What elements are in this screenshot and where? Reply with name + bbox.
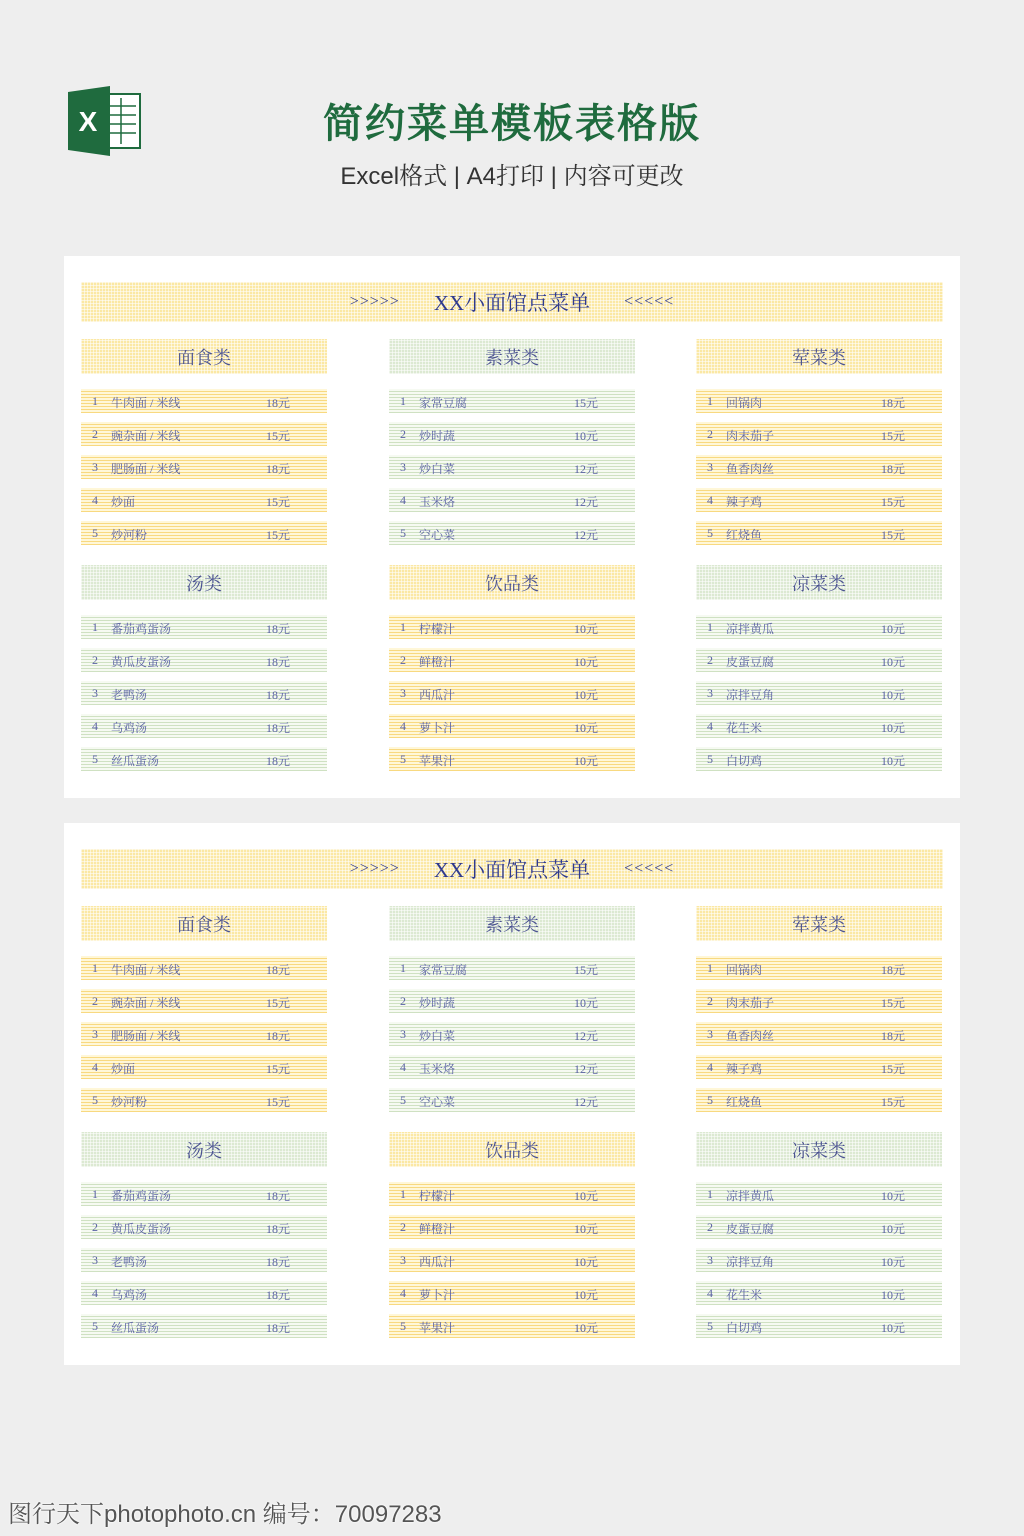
menu-section bbox=[81, 339, 327, 554]
item-name: 花生米 bbox=[726, 1288, 763, 1302]
menu-title: XX小面馆点菜单 bbox=[433, 291, 591, 315]
item-name: 花生米 bbox=[726, 721, 763, 735]
item-name: 炒面 bbox=[111, 1062, 136, 1076]
item-price: 15元 bbox=[266, 996, 291, 1010]
item-price: 12元 bbox=[574, 1062, 599, 1076]
menu-item-row bbox=[389, 747, 635, 771]
menu-item-row bbox=[696, 1248, 942, 1272]
item-number: 5 bbox=[92, 752, 98, 766]
item-name: 凉拌豆角 bbox=[726, 688, 775, 702]
item-list bbox=[81, 615, 327, 771]
menu-item-row bbox=[389, 1088, 635, 1112]
item-price: 10元 bbox=[574, 754, 599, 768]
menu-card bbox=[64, 256, 960, 798]
item-list bbox=[389, 956, 635, 1112]
item-number: 1 bbox=[707, 961, 713, 975]
item-name: 老鸭汤 bbox=[111, 688, 148, 702]
item-price: 15元 bbox=[881, 495, 906, 509]
item-price: 10元 bbox=[574, 1222, 599, 1236]
banner-right-arrows: <<<<< bbox=[624, 293, 675, 310]
item-number: 5 bbox=[400, 752, 406, 766]
item-list bbox=[81, 389, 327, 545]
section-title: 面食类 bbox=[81, 339, 327, 374]
item-price: 15元 bbox=[881, 1095, 906, 1109]
item-price: 10元 bbox=[574, 721, 599, 735]
item-price: 18元 bbox=[266, 721, 291, 735]
item-name: 苹果汁 bbox=[419, 1321, 456, 1335]
section-title: 汤类 bbox=[81, 565, 327, 600]
menu-item-row bbox=[696, 488, 942, 512]
item-price: 18元 bbox=[266, 1222, 291, 1236]
item-number: 3 bbox=[707, 686, 713, 700]
item-number: 1 bbox=[707, 394, 713, 408]
item-name: 西瓜汁 bbox=[419, 1255, 456, 1269]
item-name: 炒时蔬 bbox=[419, 429, 456, 443]
menu-item-row bbox=[696, 714, 942, 738]
item-price: 10元 bbox=[881, 622, 906, 636]
item-number: 1 bbox=[92, 1187, 98, 1201]
menu-item-row bbox=[696, 422, 942, 446]
menu-item-row bbox=[389, 455, 635, 479]
section-title: 素菜类 bbox=[389, 906, 635, 941]
item-price: 18元 bbox=[266, 963, 291, 977]
item-price: 15元 bbox=[266, 495, 291, 509]
item-price: 10元 bbox=[574, 1321, 599, 1335]
menu-card bbox=[64, 823, 960, 1365]
item-number: 3 bbox=[92, 460, 98, 474]
item-number: 4 bbox=[92, 719, 98, 733]
item-price: 10元 bbox=[574, 996, 599, 1010]
section-title: 饮品类 bbox=[389, 1132, 635, 1167]
item-price: 10元 bbox=[574, 688, 599, 702]
menu-banner bbox=[81, 849, 943, 889]
menu-item-row bbox=[389, 1215, 635, 1239]
menu-item-row bbox=[696, 1055, 942, 1079]
banner-left-arrows: >>>>> bbox=[349, 860, 400, 877]
item-price: 18元 bbox=[266, 396, 291, 410]
menu-item-row bbox=[389, 1314, 635, 1338]
item-name: 玉米烙 bbox=[419, 1062, 456, 1076]
item-number: 2 bbox=[707, 994, 713, 1008]
item-number: 3 bbox=[92, 686, 98, 700]
menu-item-row bbox=[696, 956, 942, 980]
item-number: 3 bbox=[707, 1027, 713, 1041]
svg-text:X: X bbox=[78, 106, 98, 137]
item-name: 肥肠面 / 米线 bbox=[111, 1029, 181, 1043]
banner-left-arrows: >>>>> bbox=[349, 293, 400, 310]
item-name: 苹果汁 bbox=[419, 754, 456, 768]
item-price: 15元 bbox=[574, 396, 599, 410]
item-name: 豌杂面 / 米线 bbox=[111, 429, 181, 443]
item-name: 丝瓜蛋汤 bbox=[111, 754, 160, 768]
item-price: 10元 bbox=[574, 429, 599, 443]
item-name: 萝卜汁 bbox=[419, 721, 456, 735]
item-name: 肥肠面 / 米线 bbox=[111, 462, 181, 476]
menu-item-row bbox=[389, 422, 635, 446]
menu-item-row bbox=[389, 1281, 635, 1305]
menu-section bbox=[389, 906, 635, 1121]
item-name: 家常豆腐 bbox=[419, 396, 468, 410]
item-number: 4 bbox=[707, 719, 713, 733]
item-number: 5 bbox=[400, 526, 406, 540]
section-title: 凉菜类 bbox=[696, 1132, 942, 1167]
item-number: 5 bbox=[400, 1319, 406, 1333]
item-name: 凉拌豆角 bbox=[726, 1255, 775, 1269]
item-name: 番茄鸡蛋汤 bbox=[111, 1189, 172, 1203]
menu-section bbox=[696, 906, 942, 1121]
item-name: 丝瓜蛋汤 bbox=[111, 1321, 160, 1335]
item-name: 空心菜 bbox=[419, 1095, 456, 1109]
item-number: 4 bbox=[400, 1286, 406, 1300]
item-price: 18元 bbox=[881, 396, 906, 410]
item-name: 炒河粉 bbox=[111, 528, 148, 542]
item-number: 4 bbox=[92, 1060, 98, 1074]
item-number: 3 bbox=[400, 1253, 406, 1267]
menu-item-row bbox=[696, 455, 942, 479]
menu-section bbox=[389, 565, 635, 780]
menu-item-row bbox=[696, 521, 942, 545]
item-name: 肉末茄子 bbox=[726, 429, 775, 443]
item-number: 2 bbox=[92, 427, 98, 441]
item-price: 18元 bbox=[266, 1189, 291, 1203]
item-price: 15元 bbox=[266, 528, 291, 542]
item-name: 乌鸡汤 bbox=[111, 721, 148, 735]
menu-item-row bbox=[81, 488, 327, 512]
item-number: 4 bbox=[707, 1286, 713, 1300]
item-price: 18元 bbox=[266, 462, 291, 476]
menu-item-row bbox=[389, 1022, 635, 1046]
menu-item-row bbox=[81, 714, 327, 738]
item-price: 10元 bbox=[574, 655, 599, 669]
menu-item-row bbox=[81, 1022, 327, 1046]
menu-item-row bbox=[81, 389, 327, 413]
item-price: 10元 bbox=[881, 1189, 906, 1203]
menu-item-row bbox=[389, 714, 635, 738]
item-name: 空心菜 bbox=[419, 528, 456, 542]
menu-section bbox=[389, 339, 635, 554]
item-price: 10元 bbox=[881, 1288, 906, 1302]
item-list bbox=[696, 389, 942, 545]
item-name: 牛肉面 / 米线 bbox=[111, 396, 181, 410]
menu-item-row bbox=[389, 615, 635, 639]
item-list bbox=[81, 1182, 327, 1338]
menu-item-row bbox=[696, 615, 942, 639]
item-name: 柠檬汁 bbox=[419, 622, 456, 636]
menu-item-row bbox=[81, 1088, 327, 1112]
item-number: 5 bbox=[92, 1319, 98, 1333]
item-number: 2 bbox=[92, 653, 98, 667]
item-number: 2 bbox=[707, 653, 713, 667]
item-number: 5 bbox=[707, 752, 713, 766]
item-name: 肉末茄子 bbox=[726, 996, 775, 1010]
menu-item-row bbox=[389, 1055, 635, 1079]
item-number: 1 bbox=[707, 1187, 713, 1201]
item-name: 凉拌黄瓜 bbox=[726, 1189, 775, 1203]
watermark: 图行天下photophoto.cn 编号：70097283 bbox=[8, 1501, 442, 1528]
menu-item-row bbox=[696, 1088, 942, 1112]
page-header bbox=[0, 0, 1024, 240]
item-price: 15元 bbox=[266, 429, 291, 443]
item-name: 皮蛋豆腐 bbox=[726, 1222, 775, 1236]
item-list bbox=[389, 389, 635, 545]
menu-item-row bbox=[81, 1182, 327, 1206]
item-name: 黄瓜皮蛋汤 bbox=[111, 655, 172, 669]
item-price: 18元 bbox=[266, 688, 291, 702]
item-price: 15元 bbox=[266, 1062, 291, 1076]
item-price: 18元 bbox=[266, 1029, 291, 1043]
item-number: 1 bbox=[92, 961, 98, 975]
menu-item-row bbox=[81, 455, 327, 479]
item-list bbox=[696, 956, 942, 1112]
item-name: 辣子鸡 bbox=[726, 495, 763, 509]
item-number: 1 bbox=[92, 394, 98, 408]
menu-item-row bbox=[81, 1055, 327, 1079]
menu-item-row bbox=[696, 389, 942, 413]
item-name: 鱼香肉丝 bbox=[726, 1029, 775, 1043]
item-name: 鱼香肉丝 bbox=[726, 462, 775, 476]
menu-item-row bbox=[81, 1248, 327, 1272]
item-price: 18元 bbox=[266, 622, 291, 636]
menu-item-row bbox=[81, 956, 327, 980]
menu-section bbox=[389, 1132, 635, 1347]
menu-item-row bbox=[81, 521, 327, 545]
menu-item-row bbox=[81, 422, 327, 446]
item-name: 炒面 bbox=[111, 495, 136, 509]
item-price: 15元 bbox=[881, 429, 906, 443]
item-name: 炒白菜 bbox=[419, 1029, 456, 1043]
item-list bbox=[389, 1182, 635, 1338]
item-name: 皮蛋豆腐 bbox=[726, 655, 775, 669]
item-price: 12元 bbox=[574, 495, 599, 509]
item-name: 柠檬汁 bbox=[419, 1189, 456, 1203]
item-name: 玉米烙 bbox=[419, 495, 456, 509]
item-price: 18元 bbox=[266, 1255, 291, 1269]
section-title: 凉菜类 bbox=[696, 565, 942, 600]
item-price: 10元 bbox=[881, 754, 906, 768]
menu-banner bbox=[81, 282, 943, 322]
item-price: 10元 bbox=[574, 1288, 599, 1302]
item-price: 18元 bbox=[266, 655, 291, 669]
item-number: 3 bbox=[400, 1027, 406, 1041]
menu-item-row bbox=[696, 1215, 942, 1239]
section-title: 素菜类 bbox=[389, 339, 635, 374]
menu-item-row bbox=[389, 1248, 635, 1272]
item-price: 15元 bbox=[266, 1095, 291, 1109]
menu-item-row bbox=[389, 989, 635, 1013]
menu-item-row bbox=[81, 615, 327, 639]
menu-item-row bbox=[696, 747, 942, 771]
item-name: 老鸭汤 bbox=[111, 1255, 148, 1269]
item-name: 回锅肉 bbox=[726, 396, 763, 410]
item-number: 4 bbox=[400, 1060, 406, 1074]
item-price: 15元 bbox=[881, 1062, 906, 1076]
item-price: 12元 bbox=[574, 1095, 599, 1109]
item-number: 5 bbox=[92, 526, 98, 540]
menu-item-row bbox=[696, 989, 942, 1013]
section-title: 荤菜类 bbox=[696, 339, 942, 374]
menu-section bbox=[81, 1132, 327, 1347]
menu-item-row bbox=[81, 1281, 327, 1305]
item-name: 牛肉面 / 米线 bbox=[111, 963, 181, 977]
item-price: 18元 bbox=[266, 1321, 291, 1335]
menu-section bbox=[696, 339, 942, 554]
item-list bbox=[696, 615, 942, 771]
item-price: 12元 bbox=[574, 1029, 599, 1043]
menu-item-row bbox=[696, 1022, 942, 1046]
item-price: 10元 bbox=[881, 1255, 906, 1269]
item-price: 10元 bbox=[574, 1189, 599, 1203]
item-price: 18元 bbox=[881, 963, 906, 977]
menu-item-row bbox=[81, 681, 327, 705]
item-name: 回锅肉 bbox=[726, 963, 763, 977]
item-name: 红烧鱼 bbox=[726, 1095, 763, 1109]
item-name: 炒时蔬 bbox=[419, 996, 456, 1010]
item-number: 4 bbox=[400, 493, 406, 507]
item-number: 2 bbox=[400, 653, 406, 667]
menu-item-row bbox=[81, 648, 327, 672]
item-price: 18元 bbox=[881, 1029, 906, 1043]
item-number: 1 bbox=[400, 620, 406, 634]
menu-item-row bbox=[389, 389, 635, 413]
item-price: 10元 bbox=[881, 655, 906, 669]
item-number: 4 bbox=[92, 493, 98, 507]
item-price: 12元 bbox=[574, 462, 599, 476]
item-number: 3 bbox=[92, 1253, 98, 1267]
menu-item-row bbox=[696, 648, 942, 672]
item-name: 西瓜汁 bbox=[419, 688, 456, 702]
item-list bbox=[696, 1182, 942, 1338]
menu-item-row bbox=[389, 488, 635, 512]
item-number: 3 bbox=[707, 1253, 713, 1267]
item-number: 2 bbox=[92, 1220, 98, 1234]
menu-title: XX小面馆点菜单 bbox=[433, 858, 591, 882]
item-price: 15元 bbox=[881, 528, 906, 542]
item-number: 4 bbox=[707, 1060, 713, 1074]
banner-right-arrows: <<<<< bbox=[624, 860, 675, 877]
menu-item-row bbox=[696, 681, 942, 705]
item-name: 豌杂面 / 米线 bbox=[111, 996, 181, 1010]
item-price: 18元 bbox=[266, 1288, 291, 1302]
menu-item-row bbox=[81, 747, 327, 771]
section-title: 汤类 bbox=[81, 1132, 327, 1167]
item-name: 凉拌黄瓜 bbox=[726, 622, 775, 636]
item-name: 炒河粉 bbox=[111, 1095, 148, 1109]
item-price: 15元 bbox=[881, 996, 906, 1010]
item-number: 2 bbox=[400, 994, 406, 1008]
item-number: 1 bbox=[400, 961, 406, 975]
item-price: 15元 bbox=[574, 963, 599, 977]
section-title: 面食类 bbox=[81, 906, 327, 941]
item-number: 2 bbox=[92, 994, 98, 1008]
menu-item-row bbox=[389, 648, 635, 672]
item-name: 辣子鸡 bbox=[726, 1062, 763, 1076]
item-name: 鲜橙汁 bbox=[419, 1222, 456, 1236]
item-number: 1 bbox=[400, 394, 406, 408]
item-price: 12元 bbox=[574, 528, 599, 542]
item-name: 炒白菜 bbox=[419, 462, 456, 476]
item-name: 萝卜汁 bbox=[419, 1288, 456, 1302]
menu-item-row bbox=[696, 1182, 942, 1206]
item-number: 5 bbox=[707, 1319, 713, 1333]
item-number: 5 bbox=[707, 526, 713, 540]
item-number: 2 bbox=[400, 1220, 406, 1234]
item-name: 红烧鱼 bbox=[726, 528, 763, 542]
item-price: 10元 bbox=[881, 1321, 906, 1335]
item-number: 4 bbox=[400, 719, 406, 733]
item-number: 5 bbox=[92, 1093, 98, 1107]
item-name: 白切鸡 bbox=[726, 754, 763, 768]
item-number: 1 bbox=[707, 620, 713, 634]
item-number: 1 bbox=[400, 1187, 406, 1201]
item-price: 10元 bbox=[574, 622, 599, 636]
item-number: 3 bbox=[707, 460, 713, 474]
item-number: 5 bbox=[707, 1093, 713, 1107]
menu-item-row bbox=[696, 1314, 942, 1338]
item-number: 4 bbox=[707, 493, 713, 507]
menu-item-row bbox=[696, 1281, 942, 1305]
item-price: 10元 bbox=[881, 688, 906, 702]
item-number: 2 bbox=[707, 1220, 713, 1234]
menu-section bbox=[81, 906, 327, 1121]
menu-item-row bbox=[81, 1314, 327, 1338]
menu-section bbox=[696, 565, 942, 780]
item-name: 黄瓜皮蛋汤 bbox=[111, 1222, 172, 1236]
page-title: 简约菜单模板表格版 bbox=[323, 102, 701, 146]
item-name: 家常豆腐 bbox=[419, 963, 468, 977]
item-price: 18元 bbox=[881, 462, 906, 476]
item-number: 3 bbox=[400, 460, 406, 474]
item-list bbox=[389, 615, 635, 771]
item-name: 鲜橙汁 bbox=[419, 655, 456, 669]
item-list bbox=[81, 956, 327, 1112]
menu-item-row bbox=[389, 1182, 635, 1206]
item-number: 5 bbox=[400, 1093, 406, 1107]
section-title: 荤菜类 bbox=[696, 906, 942, 941]
item-number: 3 bbox=[400, 686, 406, 700]
menu-section bbox=[696, 1132, 942, 1347]
item-number: 2 bbox=[707, 427, 713, 441]
item-price: 18元 bbox=[266, 754, 291, 768]
item-price: 10元 bbox=[881, 1222, 906, 1236]
item-number: 3 bbox=[92, 1027, 98, 1041]
menu-section bbox=[81, 565, 327, 780]
item-number: 1 bbox=[92, 620, 98, 634]
menu-item-row bbox=[81, 989, 327, 1013]
item-name: 白切鸡 bbox=[726, 1321, 763, 1335]
menu-item-row bbox=[389, 956, 635, 980]
item-name: 乌鸡汤 bbox=[111, 1288, 148, 1302]
item-number: 4 bbox=[92, 1286, 98, 1300]
section-title: 饮品类 bbox=[389, 565, 635, 600]
menu-item-row bbox=[81, 1215, 327, 1239]
item-name: 番茄鸡蛋汤 bbox=[111, 622, 172, 636]
menu-item-row bbox=[389, 521, 635, 545]
item-price: 10元 bbox=[881, 721, 906, 735]
item-number: 2 bbox=[400, 427, 406, 441]
menu-item-row bbox=[389, 681, 635, 705]
item-price: 10元 bbox=[574, 1255, 599, 1269]
page-subtitle: Excel格式 | A4打印 | 内容可更改 bbox=[340, 163, 684, 190]
